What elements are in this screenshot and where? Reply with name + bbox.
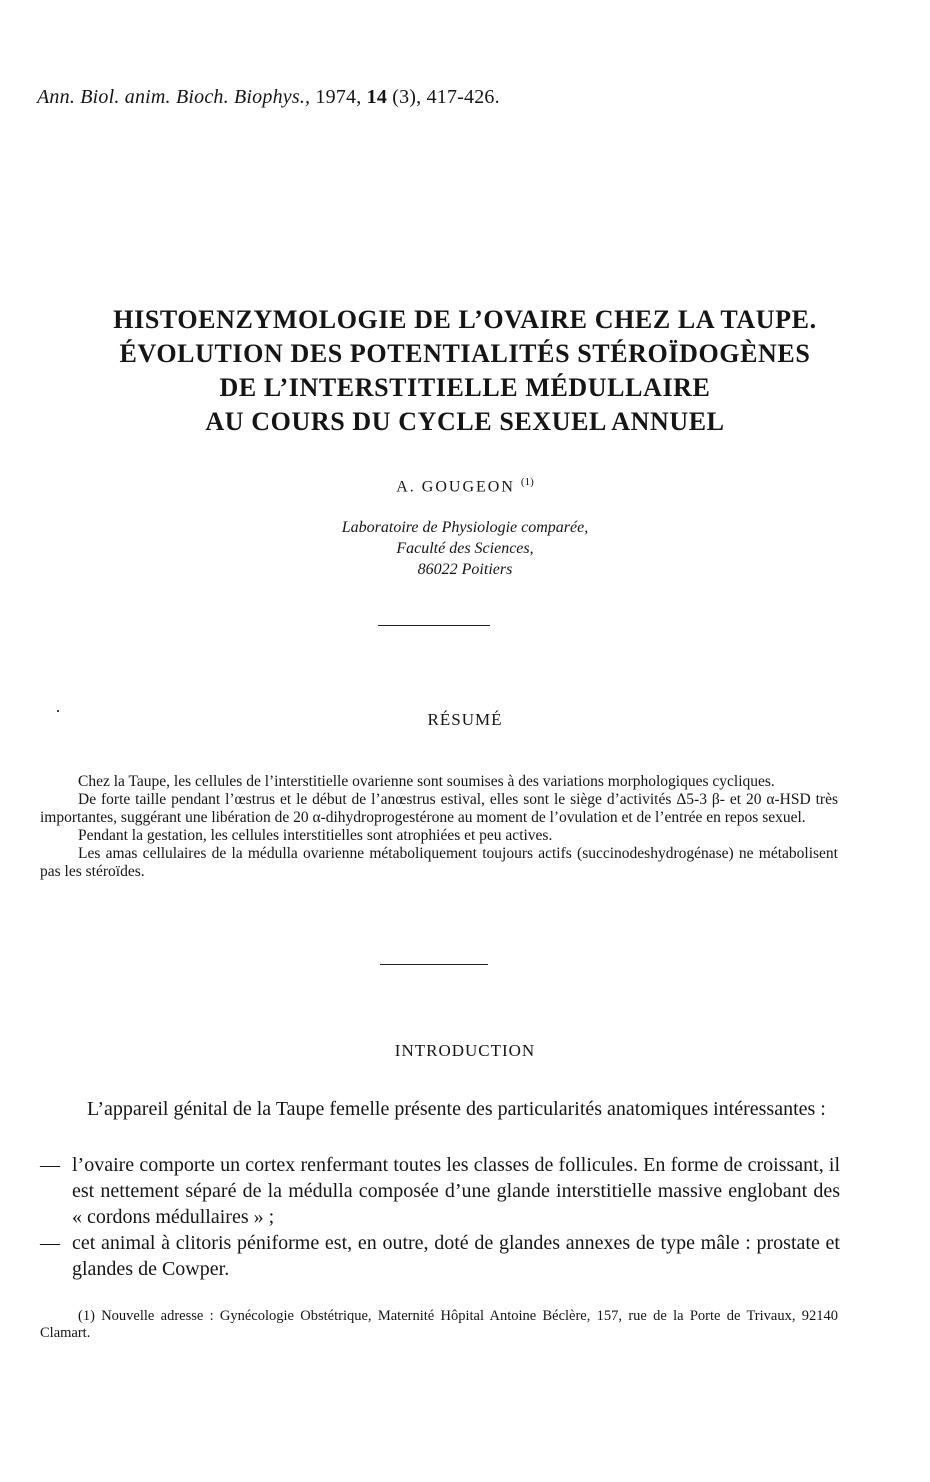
journal-citation [37, 86, 500, 109]
abstract-paragraph: Pendant la gestation, les cellules interstitielles sont atrophiées et peu actives. [78, 827, 553, 844]
abstract-paragraph: Les amas cellulaires de la médulla ovarienne métaboliquement toujours actifs (succinodeshydrogénase) ne métabolisent pas les stéroïdes. [40, 845, 838, 880]
list-item [40, 1152, 840, 1230]
citation-volume: 14 [366, 86, 388, 108]
introduction-heading: INTRODUCTION [394, 1041, 536, 1060]
author-footnote-mark: (1) [520, 476, 534, 488]
abstract-paragraph: De forte taille pendant l’œstrus et le début de l’anœstrus estival, elles sont le siège d’activités Δ5-3 β- et 20 α-HSD très importantes, suggérant une libération de 20 α-dihydroprogestérone au moment de l’ovulation et de l’entrée en repos sexuel. [40, 791, 838, 826]
title-line: DE L’INTERSTITIELLE MÉDULLAIRE [219, 373, 711, 402]
affiliation-line: Faculté des Sciences, [396, 540, 534, 557]
separator-rule [378, 625, 490, 626]
abstract-body [40, 773, 838, 881]
affiliation-line: Laboratoire de Physiologie comparée, [341, 519, 589, 536]
title-line: AU COURS DU CYCLE SEXUEL ANNUEL [205, 407, 725, 436]
dash-marker: — [40, 1154, 60, 1176]
paper-title [0, 303, 930, 439]
citation-pages: (3), 417-426. [387, 86, 500, 108]
list-item [40, 1230, 840, 1282]
citation-year: 1974, [310, 86, 367, 108]
introduction-body [40, 1096, 840, 1122]
author-name: A. GOUGEON [396, 478, 515, 496]
affiliation-line: 86022 Poitiers [417, 561, 513, 578]
footnote [40, 1308, 838, 1342]
abstract-paragraph: Chez la Taupe, les cellules de l’interstitielle ovarienne sont soumises à des variations morphologiques cycliques. [78, 773, 775, 790]
list-item-text: cet animal à clitoris péniforme est, en outre, doté de glandes annexes de type mâle : prostate et glandes de Cowper. [72, 1232, 840, 1280]
citation-journal: Ann. Biol. anim. Bioch. Biophys., [37, 86, 311, 108]
introduction-paragraph: L’appareil génital de la Taupe femelle présente des particularités anatomiques intéressantes : [87, 1098, 826, 1120]
separator-rule [380, 964, 488, 965]
title-line: HISTOENZYMOLOGIE DE L’OVAIRE CHEZ LA TAUPE. [113, 305, 817, 334]
author-line [0, 476, 930, 496]
list-item-text: l’ovaire comporte un cortex renfermant toutes les classes de follicules. En forme de croissant, il est nettement séparé de la médulla composée d’une glande interstitielle massive englobant des « cordons médullaires » ; [72, 1154, 840, 1228]
abstract-heading: RÉSUMÉ [427, 710, 503, 729]
introduction-list [40, 1152, 840, 1282]
footnote-text: (1) Nouvelle adresse : Gynécologie Obstétrique, Maternité Hôpital Antoine Béclère, 157, rue de la Porte de Trivaux, 92140 Clamart. [40, 1308, 838, 1341]
dash-marker: — [40, 1232, 60, 1254]
affiliation [0, 517, 930, 580]
title-line: ÉVOLUTION DES POTENTIALITÉS STÉROÏDOGÈNES [119, 339, 811, 368]
